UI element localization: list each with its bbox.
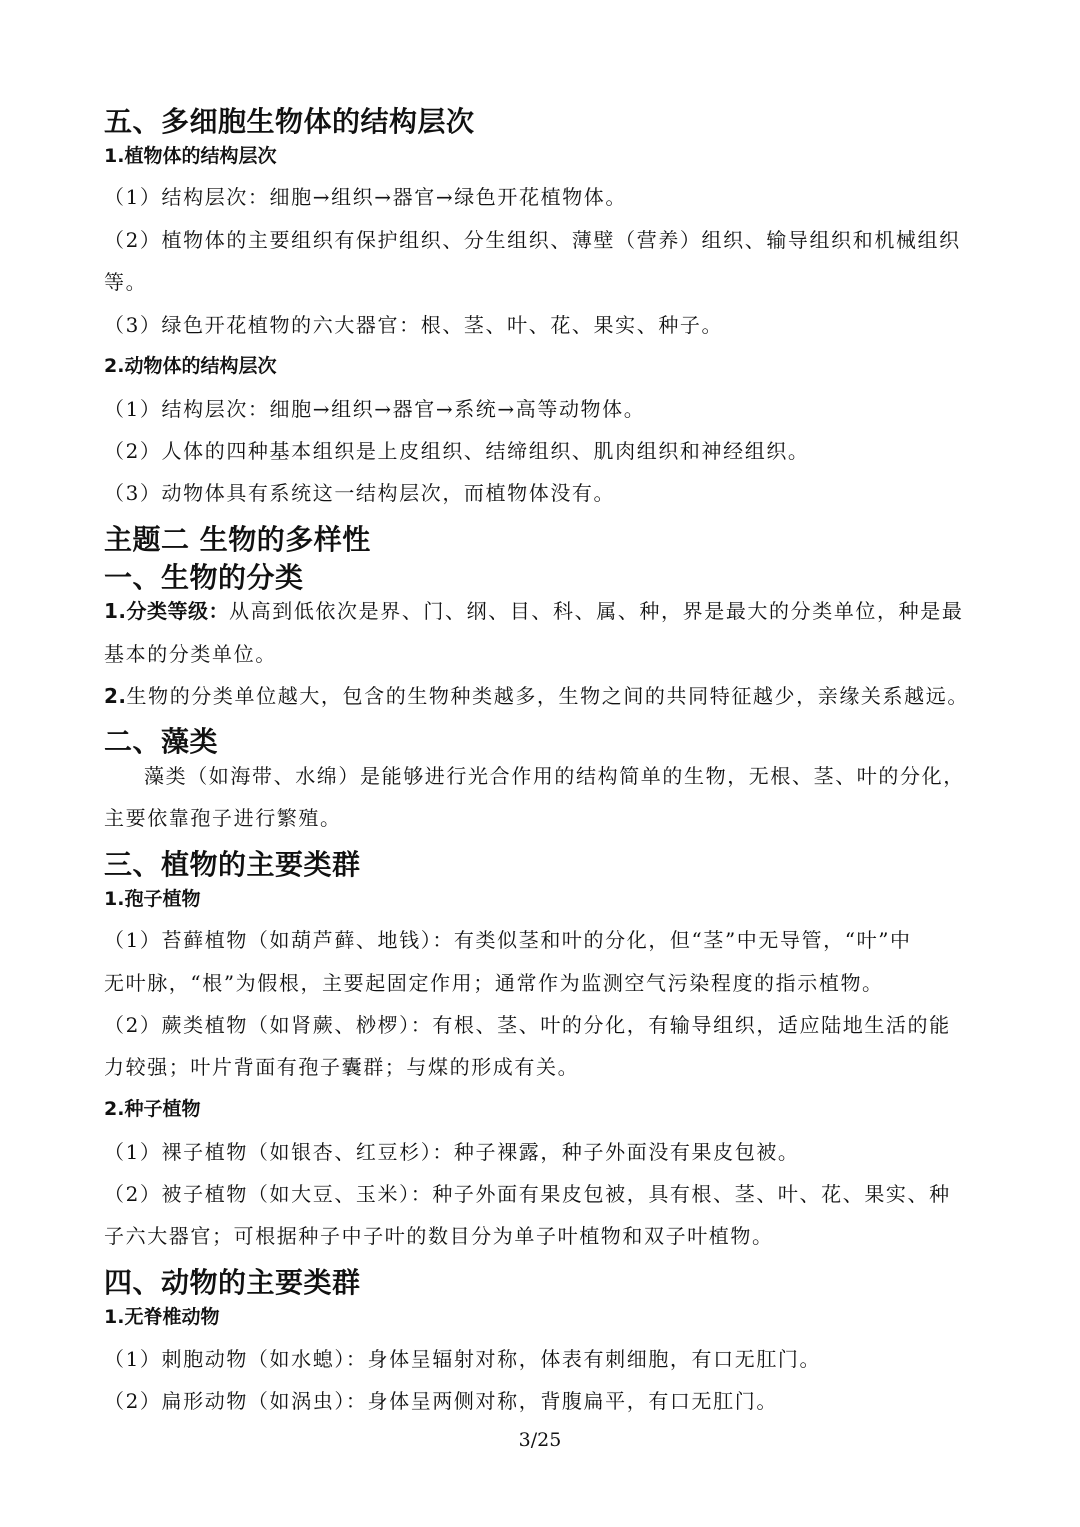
- section-title: 三、植物的主要类群: [104, 848, 361, 881]
- theme-title: 主题二 生物的多样性: [104, 523, 371, 556]
- paragraph-line: 等。: [104, 270, 148, 294]
- paragraph-line: （3）动物体具有系统这一结构层次，而植物体没有。: [104, 481, 616, 505]
- subsection-title: 1.无脊椎动物: [104, 1306, 220, 1328]
- paragraph-line: （2）植物体的主要组织有保护组织、分生组织、薄壁（营养）组织、输导组织和机械组织: [104, 228, 961, 252]
- paragraph-line: 主要依靠孢子进行繁殖。: [104, 806, 342, 830]
- paragraph-line: （1）结构层次：细胞→组织→器官→系统→高等动物体。: [104, 397, 646, 421]
- paragraph-line: 藻类（如海带、水绵）是能够进行光合作用的结构简单的生物，无根、茎、叶的分化，: [144, 764, 965, 788]
- paragraph-line: （2）被子植物（如大豆、玉米）：种子外面有果皮包被，具有根、茎、叶、花、果实、种: [104, 1182, 951, 1206]
- section-title: 四、动物的主要类群: [104, 1266, 361, 1299]
- page-number: 3/25: [518, 1429, 562, 1451]
- paragraph-line: （2）人体的四种基本组织是上皮组织、结缔组织、肌肉组织和神经组织。: [104, 439, 810, 463]
- paragraph-line: [104, 597, 963, 625]
- paragraph-line: （1）裸子植物（如银杏、红豆杉）：种子裸露，种子外面没有果皮包被。: [104, 1140, 800, 1164]
- paragraph-line: （2）蕨类植物（如肾蕨、桫椤）：有根、茎、叶的分化，有输导组织，适应陆地生活的能: [104, 1013, 951, 1037]
- item-number: 2.: [104, 684, 127, 708]
- section-title: 一、生物的分类: [104, 561, 304, 594]
- subsection-title: 1.孢子植物: [104, 888, 201, 910]
- paragraph-line: （1）刺胞动物（如水螅）：身体呈辐射对称，体表有刺细胞，有口无肛门。: [104, 1347, 822, 1371]
- paragraph-line: 子六大器官；可根据种子中子叶的数目分为单子叶植物和双子叶植物。: [104, 1224, 774, 1248]
- paragraph-line: （2）扁形动物（如涡虫）：身体呈两侧对称，背腹扁平，有口无肛门。: [104, 1389, 778, 1413]
- subsection-title: 1.植物体的结构层次: [104, 145, 277, 167]
- paragraph-line: 力较强；叶片背面有孢子囊群；与煤的形成有关。: [104, 1055, 580, 1079]
- paragraph-text: 从高到低依次是界、门、纲、目、科、属、种，界是最大的分类单位，种是最: [229, 599, 964, 623]
- term-label: 1.分类等级：: [104, 599, 230, 623]
- paragraph-line: 基本的分类单位。: [104, 642, 277, 666]
- paragraph-line: 无叶脉，“根”为假根，主要起固定作用；通常作为监测空气污染程度的指示植物。: [104, 971, 884, 995]
- section-title: 五、多细胞生物体的结构层次: [104, 105, 475, 138]
- paragraph-line: （1）苔藓植物（如葫芦藓、地钱）：有类似茎和叶的分化，但“茎”中无导管，“叶”中: [104, 928, 912, 952]
- paragraph-line: [104, 682, 969, 710]
- paragraph-line: （1）结构层次：细胞→组织→器官→绿色开花植物体。: [104, 185, 627, 209]
- section-title: 二、藻类: [104, 725, 219, 758]
- subsection-title: 2.种子植物: [104, 1098, 201, 1120]
- paragraph-line: （3）绿色开花植物的六大器官：根、茎、叶、花、果实、种子。: [104, 313, 724, 337]
- paragraph-text: 生物的分类单位越大，包含的生物种类越多，生物之间的共同特征越少，亲缘关系越远。: [126, 684, 969, 708]
- subsection-title: 2.动物体的结构层次: [104, 355, 277, 377]
